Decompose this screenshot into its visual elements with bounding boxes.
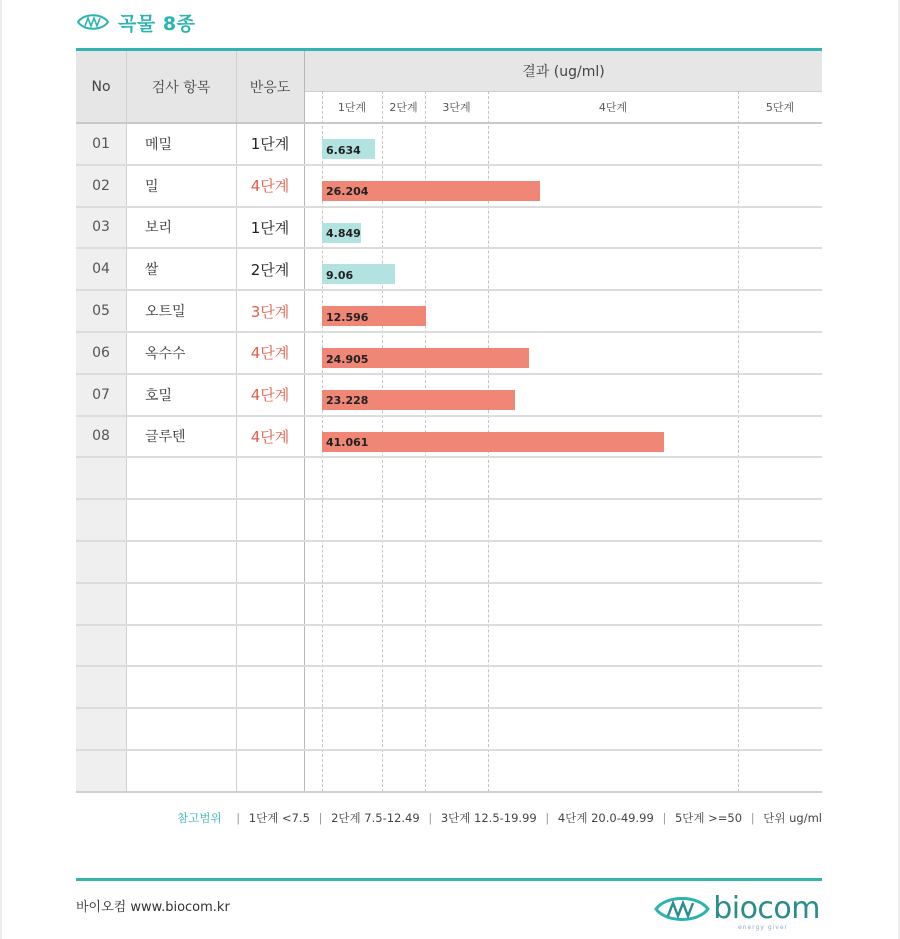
row-divider [76, 624, 822, 626]
row-number: 05 [92, 303, 110, 320]
test-item-name: 호밀 [145, 387, 173, 404]
legend-stage-5: 5단계 >=50 [674, 811, 743, 825]
col-divider-reactivity [304, 51, 305, 792]
row-divider [76, 540, 822, 542]
row-divider [76, 456, 822, 458]
page-title: 곡물 8종 [118, 12, 196, 35]
row-divider [76, 498, 822, 500]
test-item-name: 글루텐 [145, 429, 186, 446]
header-reactivity: 반응도 [249, 80, 291, 96]
section-title [76, 8, 195, 36]
row-divider [76, 373, 822, 375]
row-divider [76, 582, 822, 584]
reactivity-level: 1단계 [250, 218, 290, 237]
header-no: No [91, 79, 111, 95]
legend-sep: | [428, 811, 433, 825]
row-divider [76, 749, 822, 751]
biocom-eye-icon [76, 11, 110, 33]
result-value-label: 41.061 [326, 436, 369, 450]
grid-line-50 [738, 91, 739, 792]
row-divider [76, 331, 822, 333]
brand-logo [653, 891, 820, 931]
stage-label-5: 5단계 [765, 101, 795, 114]
result-value-label: 23.228 [326, 394, 369, 408]
test-item-name: 보리 [145, 220, 173, 237]
legend-stage-3: 3단계 12.5-19.99 [440, 811, 537, 825]
legend-stage-4: 4단계 20.0-49.99 [557, 811, 654, 825]
table-bottom-rule [76, 791, 822, 793]
page-edge-left [0, 0, 2, 939]
test-item-name: 메밀 [145, 136, 173, 153]
stage-label-4: 4단계 [598, 101, 628, 114]
test-item-name: 밀 [145, 178, 159, 195]
row-divider [76, 289, 822, 291]
row-number: 04 [92, 261, 110, 278]
row-divider [76, 206, 822, 208]
row-divider [76, 707, 822, 709]
result-value-label: 12.596 [326, 310, 369, 324]
reactivity-level: 3단계 [250, 302, 290, 321]
header-result: 결과 (ug/ml) [522, 64, 605, 80]
row-number: 06 [92, 344, 110, 361]
legend-stage-2: 2단계 7.5-12.49 [331, 811, 420, 825]
result-value-label: 4.849 [326, 227, 361, 241]
result-table [76, 51, 822, 792]
col-divider-no [126, 51, 127, 792]
row-divider [76, 415, 822, 417]
legend-sep: | [662, 811, 667, 825]
reactivity-level: 4단계 [250, 427, 290, 446]
company-info: 바이오컴 www.biocom.kr [76, 900, 230, 915]
row-number: 08 [92, 428, 110, 445]
legend-unit: 단위 ug/ml [763, 811, 822, 825]
legend-sep: | [236, 811, 241, 825]
result-value-label: 24.905 [326, 352, 369, 366]
biocom-logo-icon [653, 892, 711, 926]
row-number: 03 [92, 219, 110, 236]
reactivity-level: 4단계 [250, 344, 290, 363]
header-bottom-rule [76, 122, 822, 124]
reference-range-legend [177, 810, 822, 826]
reactivity-level: 4단계 [250, 386, 290, 405]
legend-title: 참고범위 [177, 811, 222, 825]
reactivity-level: 1단계 [250, 135, 290, 154]
stage-label-1: 1단계 [337, 101, 367, 114]
stage-label-3: 3단계 [442, 101, 471, 114]
row-number: 02 [92, 177, 110, 194]
test-item-name: 오트밀 [145, 304, 186, 321]
legend-sep: | [750, 811, 755, 825]
test-item-name: 쌀 [145, 262, 159, 279]
result-bar [322, 432, 664, 452]
result-value-label: 9.06 [326, 268, 354, 282]
row-number: 01 [92, 135, 110, 152]
header-item: 검사 항목 [151, 80, 211, 96]
row-divider [76, 247, 822, 249]
footer-rule [76, 878, 822, 881]
result-value-label: 6.634 [326, 143, 361, 157]
legend-sep: | [318, 811, 323, 825]
row-number: 07 [92, 386, 110, 403]
row-divider [76, 665, 822, 667]
stage-label-2: 2단계 [389, 101, 418, 114]
brand-name: biocom [713, 891, 820, 926]
reactivity-level: 4단계 [250, 177, 290, 196]
legend-stage-1: 1단계 <7.5 [248, 811, 310, 825]
test-item-name: 옥수수 [145, 345, 186, 362]
result-value-label: 26.204 [326, 185, 369, 199]
legend-sep: | [545, 811, 550, 825]
row-divider [76, 164, 822, 166]
reactivity-level: 2단계 [250, 260, 290, 279]
brand-tagline: energy giver [738, 924, 788, 931]
